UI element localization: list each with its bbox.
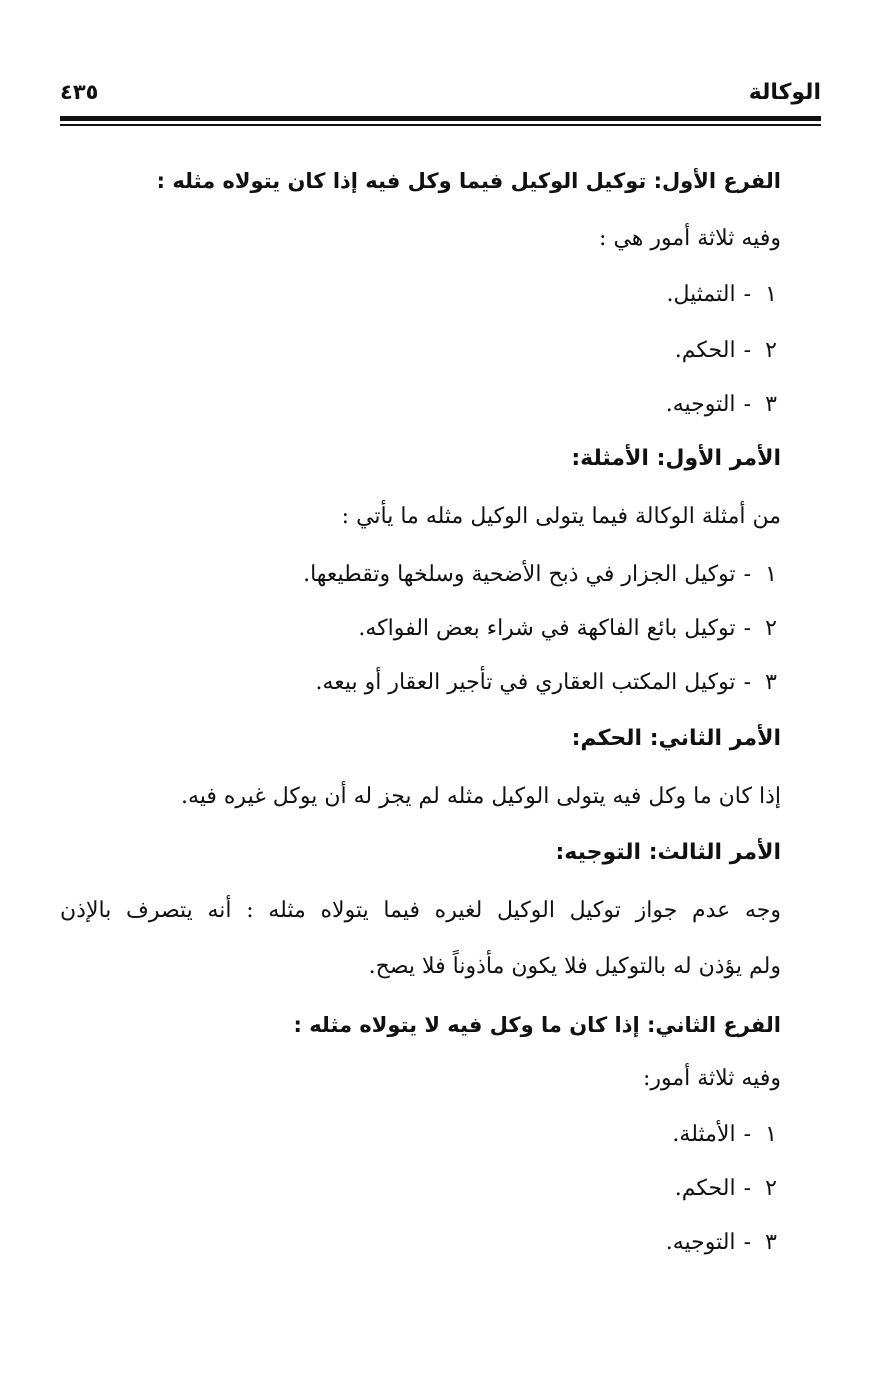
list-item xyxy=(303,560,781,590)
subheading: الأمر الثاني: الحكم: xyxy=(571,726,781,751)
list-number: ٣ xyxy=(765,670,777,695)
list-number: ٣ xyxy=(765,1230,777,1255)
section-title: الفرع الثاني: إذا كان ما وكل فيه لا يتولاه مثله : xyxy=(293,1013,781,1037)
section-title: الفرع الأول: توكيل الوكيل فيما وكل فيه إذا كان يتولاه مثله : xyxy=(156,169,781,193)
list-dash: - xyxy=(743,1230,751,1255)
paragraph-line: ولم يؤذن له بالتوكيل فلا يكون مأذوناً فلا يصح. xyxy=(368,954,781,979)
header-rule-thick xyxy=(60,116,821,121)
list-text: توكيل الجزار في ذبح الأضحية وسلخها وتقطيعها. xyxy=(303,562,736,587)
list-number: ٢ xyxy=(765,616,777,641)
list-item xyxy=(666,390,781,420)
list-text: الحكم. xyxy=(674,1176,736,1201)
subheading: الأمر الثالث: التوجيه: xyxy=(555,840,781,865)
list-text: الحكم. xyxy=(674,338,736,363)
list-number: ١ xyxy=(765,1122,777,1147)
header-rule-thin xyxy=(60,124,821,126)
list-item xyxy=(666,1228,781,1258)
list-item xyxy=(315,668,781,698)
list-number: ١ xyxy=(765,562,777,587)
list-dash: - xyxy=(743,1122,751,1147)
list-number: ٢ xyxy=(765,1176,777,1201)
list-text: التوجيه. xyxy=(665,1230,736,1255)
list-item xyxy=(675,1174,781,1204)
list-item xyxy=(672,1120,781,1150)
paragraph: من أمثلة الوكالة فيما يتولى الوكيل مثله ما يأتي : xyxy=(341,504,781,529)
list-dash: - xyxy=(743,1176,751,1201)
subheading: الأمر الأول: الأمثلة: xyxy=(571,446,781,471)
list-text: التوجيه. xyxy=(665,392,736,417)
list-dash: - xyxy=(743,282,751,307)
list-dash: - xyxy=(743,670,751,695)
section-intro: وفيه ثلاثة أمور: xyxy=(642,1066,781,1091)
list-dash: - xyxy=(743,338,751,363)
paragraph-line: وجه عدم جواز توكيل الوكيل لغيره فيما يتولاه مثله : أنه يتصرف بالإذن xyxy=(60,898,781,923)
list-dash: - xyxy=(743,616,751,641)
list-item xyxy=(358,614,781,644)
list-dash: - xyxy=(743,562,751,587)
page-header xyxy=(60,80,821,114)
list-number: ١ xyxy=(765,282,777,307)
page-number: ٤٣٥ xyxy=(60,80,99,104)
list-item xyxy=(666,280,781,310)
list-text: الأمثلة. xyxy=(672,1122,736,1147)
list-number: ٢ xyxy=(765,338,777,363)
list-number: ٣ xyxy=(765,392,777,417)
list-text: توكيل المكتب العقاري في تأجير العقار أو بيعه. xyxy=(315,670,736,695)
running-title: الوكالة xyxy=(748,80,821,105)
paragraph: إذا كان ما وكل فيه يتولى الوكيل مثله لم يجز له أن يوكل غيره فيه. xyxy=(180,784,781,809)
list-dash: - xyxy=(743,392,751,417)
list-text: توكيل بائع الفاكهة في شراء بعض الفواكه. xyxy=(358,616,736,641)
list-text: التمثيل. xyxy=(666,282,736,307)
section-intro: وفيه ثلاثة أمور هي : xyxy=(599,226,781,251)
list-item xyxy=(675,336,781,366)
